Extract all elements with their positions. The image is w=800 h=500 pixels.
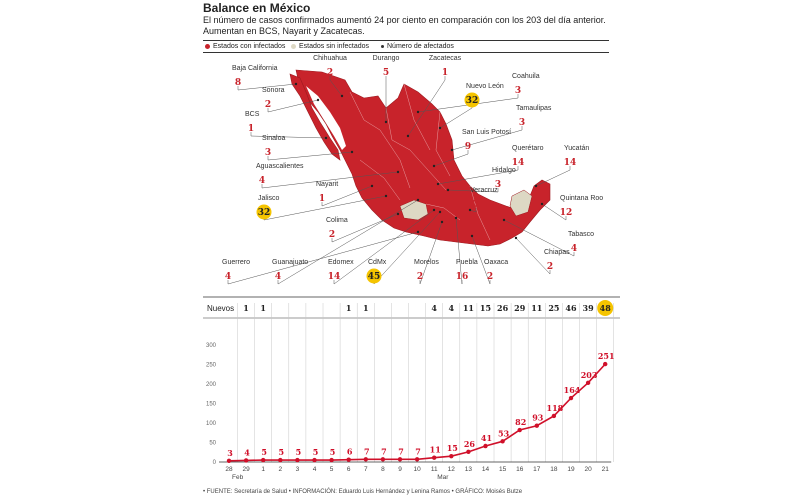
state-count: 1 — [441, 68, 449, 78]
state-name: Edomex — [328, 259, 354, 266]
nuevos-value: 1 — [363, 303, 369, 313]
x-tick-label: 9 — [398, 466, 402, 473]
state-count: 2 — [486, 272, 494, 282]
x-tick-label: 18 — [550, 466, 558, 473]
data-point — [261, 458, 265, 462]
nuevos-value: 11 — [531, 303, 543, 313]
x-tick-label: 20 — [584, 466, 592, 473]
y-tick-label: 0 — [212, 460, 216, 466]
data-label: 11 — [429, 444, 441, 455]
data-label: 7 — [415, 446, 421, 457]
x-tick-label: 14 — [481, 466, 490, 473]
state-count: 2 — [416, 272, 424, 282]
data-label: 5 — [295, 447, 302, 458]
state-count: 7 — [472, 200, 480, 210]
state-count: 5 — [382, 68, 390, 78]
y-tick-label: 300 — [205, 343, 216, 349]
data-label: 53 — [498, 428, 510, 439]
nuevos-value: 26 — [497, 303, 509, 313]
cases-chart — [203, 297, 620, 481]
state-name: Tabasco — [568, 231, 595, 238]
x-tick-label: 13 — [464, 466, 473, 473]
legend-not-infected-label: Estados sin infectados — [299, 43, 370, 50]
data-point — [586, 381, 590, 385]
state-count: 16 — [455, 272, 469, 282]
data-point — [364, 457, 368, 461]
data-label: 4 — [244, 447, 250, 458]
state-point — [515, 237, 517, 239]
state-point — [385, 121, 387, 123]
state-count: 45 — [367, 272, 381, 282]
state-name: Baja California — [232, 65, 278, 72]
x-tick-label: 12 — [447, 466, 455, 473]
y-tick-label: 150 — [205, 401, 216, 408]
state-name: Chiapas — [544, 249, 570, 256]
x-tick-label: 1 — [261, 466, 266, 473]
state-point — [439, 127, 441, 129]
data-point — [466, 450, 470, 454]
state-count: 9 — [464, 142, 472, 152]
state-point — [417, 199, 419, 201]
data-point — [347, 457, 351, 461]
data-label: 6 — [346, 446, 353, 457]
data-point — [244, 458, 248, 462]
state-count: 12 — [559, 208, 573, 218]
data-point — [518, 428, 522, 432]
x-tick-label: 21 — [601, 466, 609, 473]
page-title: Balance en México — [203, 1, 311, 15]
data-point — [398, 457, 402, 461]
data-label: 41 — [480, 433, 493, 444]
data-label: 7 — [398, 446, 404, 457]
nuevos-value: 1 — [345, 303, 352, 313]
state-point — [407, 135, 409, 137]
x-tick-label: 7 — [363, 466, 368, 473]
month-label: Mar — [437, 474, 449, 481]
state-point — [295, 83, 297, 85]
data-point — [381, 457, 385, 461]
state-count: 3 — [264, 148, 272, 158]
subtitle-line-1: El número de casos confirmados aumentó 24 por ciento en comparación con los 203 del día anterior. — [203, 15, 606, 25]
state-name: Chihuahua — [313, 55, 347, 62]
data-point — [500, 439, 504, 443]
state-count: 2 — [326, 68, 334, 78]
state-count: 1 — [247, 124, 255, 134]
month-label: Feb — [232, 474, 244, 481]
data-label: 118 — [546, 402, 564, 413]
data-label: 7 — [381, 446, 387, 457]
data-label: 7 — [364, 446, 370, 457]
state-name: Veracruz — [470, 187, 498, 194]
x-tick-label: 6 — [346, 466, 351, 473]
state-count: 2 — [328, 230, 336, 240]
x-tick-label: 28 — [225, 466, 233, 473]
state-count: 1 — [318, 194, 326, 204]
data-point — [449, 454, 453, 458]
leader-line — [228, 232, 418, 284]
state-name: Zacatecas — [428, 55, 462, 62]
state-point — [441, 221, 443, 223]
state-name: Guanajuato — [272, 259, 309, 266]
data-label: 203 — [580, 369, 598, 380]
state-count: 4 — [570, 244, 578, 254]
x-tick-label: 17 — [533, 466, 541, 473]
state-name: Hidalgo — [492, 167, 516, 174]
nuevos-value: 39 — [582, 303, 594, 313]
data-label: 82 — [515, 417, 527, 428]
x-tick-label: 11 — [430, 466, 438, 473]
y-tick-label: 100 — [205, 421, 216, 427]
state-count: 8 — [234, 78, 242, 88]
data-point — [278, 458, 282, 462]
state-name: Coahuila — [512, 73, 540, 80]
nuevos-value: 15 — [479, 303, 492, 313]
nuevos-value: 25 — [548, 303, 560, 313]
data-point — [295, 458, 299, 462]
data-label: 5 — [329, 447, 336, 458]
state-point — [397, 171, 399, 173]
data-point — [569, 396, 573, 400]
state-count: 14 — [563, 158, 577, 168]
data-label: 5 — [312, 447, 319, 458]
x-tick-label: 29 — [242, 466, 250, 473]
data-point — [535, 424, 539, 428]
state-name: Nuevo León — [466, 83, 504, 90]
state-point — [417, 231, 419, 233]
data-point — [603, 362, 607, 366]
nuevos-value: 48 — [599, 303, 611, 313]
y-tick-label: 200 — [205, 382, 216, 388]
state-count: 3 — [514, 86, 522, 96]
subtitle-line-2: Aumentan en BCS, Nayarit y Zacatecas. — [203, 26, 365, 36]
data-point — [432, 456, 436, 460]
data-label: 5 — [278, 447, 285, 458]
leader-line — [516, 238, 550, 274]
callout-guerrero — [222, 231, 419, 284]
state-name: Colima — [326, 217, 348, 224]
callout-nuevo-leon — [439, 83, 504, 129]
state-point — [433, 165, 435, 167]
y-tick-label: 250 — [205, 362, 216, 369]
x-tick-label: 19 — [567, 466, 575, 473]
state-point — [535, 185, 537, 187]
state-name: Tamaulipas — [516, 105, 552, 112]
legend-count-label: Número de afectados — [387, 43, 454, 50]
nuevos-value: 1 — [260, 303, 266, 313]
nuevos-value: 1 — [243, 303, 249, 313]
state-point — [317, 99, 319, 101]
state-point — [325, 137, 327, 139]
state-point — [455, 217, 457, 219]
data-point — [483, 444, 487, 448]
state-point — [371, 185, 373, 187]
state-name: Aguascalientes — [256, 163, 304, 170]
footer-credits: • FUENTE: Secretaría de Salud • INFORMACIÓN: Eduardo Luis Hernández y Lenina Ramos • GRÁFICO: Moisés Butze — [203, 489, 523, 495]
data-label: 93 — [532, 412, 544, 423]
state-count: 4 — [258, 176, 266, 186]
state-name: Morelos — [414, 259, 439, 266]
state-point — [351, 151, 353, 153]
x-tick-label: 5 — [329, 466, 334, 473]
state-count: 3 — [494, 180, 502, 190]
state-name: Puebla — [456, 259, 478, 266]
state-name: CdMx — [368, 259, 387, 266]
state-name: BCS — [245, 111, 260, 118]
x-tick-label: 15 — [498, 466, 507, 473]
x-tick-label: 2 — [278, 466, 283, 473]
x-tick-label: 3 — [295, 466, 300, 473]
x-tick-label: 16 — [516, 466, 524, 473]
state-name: Jalisco — [258, 195, 280, 202]
nuevos-value: 4 — [448, 303, 455, 313]
y-tick-label: 50 — [209, 440, 216, 447]
data-point — [312, 458, 316, 462]
data-label: 26 — [463, 438, 475, 449]
state-point — [447, 189, 449, 191]
nuevos-value: 46 — [565, 303, 577, 313]
state-point — [385, 195, 387, 197]
data-point — [552, 414, 556, 418]
state-name: Durango — [372, 55, 400, 62]
state-count: 14 — [327, 272, 341, 282]
state-name: Sonora — [262, 87, 285, 94]
x-tick-label: 4 — [312, 466, 317, 473]
state-name: Guerrero — [222, 259, 251, 266]
state-count: 32 — [465, 96, 479, 106]
state-name: Sinaloa — [262, 135, 286, 142]
state-point — [541, 203, 543, 205]
state-point — [469, 209, 471, 211]
state-count: 2 — [264, 100, 272, 110]
data-point — [329, 458, 333, 462]
state-point — [417, 111, 419, 113]
nuevos-label: Nuevos — [207, 304, 235, 313]
legend-infected-label: Estados con infectados — [213, 43, 286, 50]
state-count: 2 — [546, 262, 554, 272]
data-label: 5 — [261, 447, 267, 458]
nuevos-value: 29 — [514, 303, 526, 313]
state-point — [439, 211, 441, 213]
nuevos-value: 11 — [462, 303, 474, 313]
leader-line — [278, 200, 418, 284]
x-tick-label: 8 — [381, 466, 385, 473]
state-name: Quintana Roo — [560, 195, 604, 202]
callout-chiapas — [515, 237, 570, 274]
state-point — [503, 219, 505, 221]
state-name: Nayarit — [316, 181, 339, 188]
state-name: Oaxaca — [484, 259, 509, 266]
state-name: Yucatán — [564, 145, 590, 152]
data-label: 3 — [227, 447, 233, 458]
state-point — [471, 235, 473, 237]
state-point — [433, 209, 435, 211]
nuevos-value: 4 — [431, 303, 437, 313]
state-count: 4 — [274, 272, 282, 282]
state-count: 4 — [224, 272, 232, 282]
data-label: 251 — [597, 351, 615, 362]
data-point — [415, 457, 419, 461]
state-count: 3 — [518, 118, 526, 128]
data-label: 164 — [563, 385, 581, 396]
state-point — [397, 213, 399, 215]
x-tick-label: 10 — [413, 466, 421, 473]
state-count: 14 — [511, 158, 525, 168]
state-point — [451, 149, 453, 151]
state-name: Querétaro — [512, 145, 544, 152]
data-point — [227, 459, 231, 463]
state-count: 32 — [257, 208, 271, 218]
state-point — [341, 95, 343, 97]
state-name: San Luis Potosí — [462, 129, 512, 136]
state-point — [437, 183, 439, 185]
data-label: 15 — [446, 443, 458, 454]
